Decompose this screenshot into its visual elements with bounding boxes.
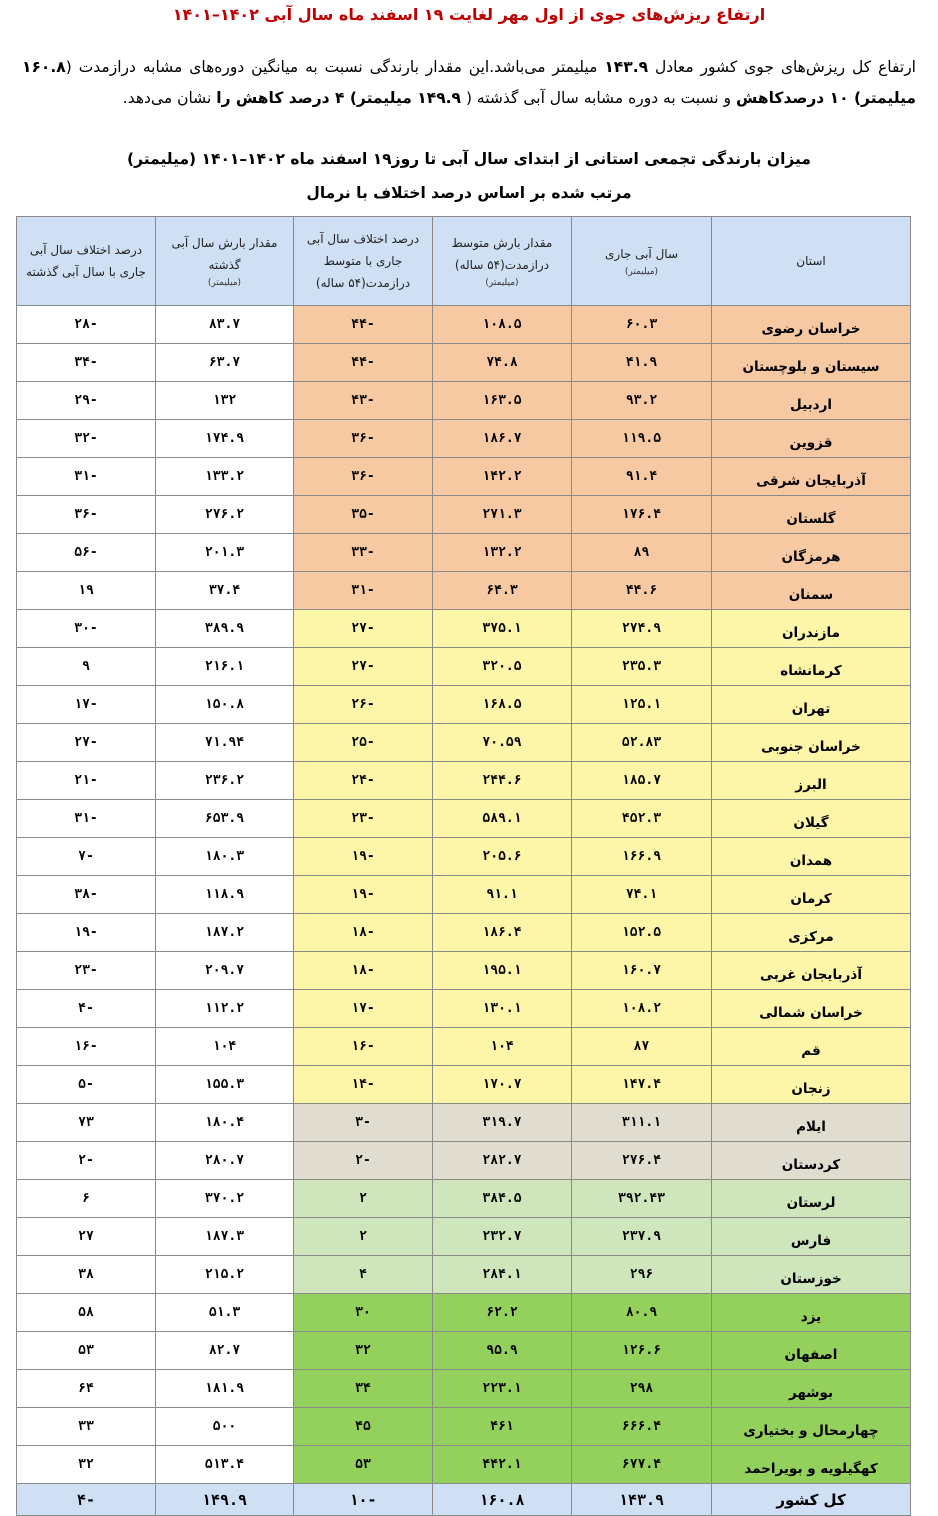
cell-diff-longterm: -۴۴ [294,306,433,344]
cell-province: یزد [712,1294,911,1332]
table-row [17,762,911,800]
cell-diff-previous: ۱۹ [17,572,156,610]
cell-diff-previous: ۵۸ [17,1294,156,1332]
table-row [17,534,911,572]
cell-previous: ۷۱.۹۴ [156,724,294,762]
cell-longterm: ۳۲۰.۵ [433,648,572,686]
cell-province: گیلان [712,800,911,838]
cell-longterm: ۵۸۹.۱ [433,800,572,838]
cell-previous: ۳۷۰.۲ [156,1180,294,1218]
rainfall-table [16,216,911,1516]
table-row [17,1066,911,1104]
cell-province: خوزستان [712,1256,911,1294]
total-row [17,1484,911,1516]
cell-diff-previous: -۲۸ [17,306,156,344]
cell-diff-previous: -۱۹ [17,914,156,952]
intro-bold-2: ۱۶۰.۸ میلیمتر) ۱۰ درصدکاهش [22,58,916,107]
cell-longterm: ۳۷۵.۱ [433,610,572,648]
cell-previous: ۱۷۴.۹ [156,420,294,458]
cell-province: سیستان و بلوچستان [712,344,911,382]
cell-diff-previous: ۶ [17,1180,156,1218]
cell-diff-longterm: -۳۱ [294,572,433,610]
table-row [17,572,911,610]
cell-current: ۱۰۸.۲ [572,990,712,1028]
cell-province: سمنان [712,572,911,610]
table-subtitle: مرتب شده بر اساس درصد اختلاف با نرمال [306,184,632,202]
cell-diff-previous: -۴ [17,990,156,1028]
cell-current: ۱۶۰.۷ [572,952,712,990]
cell-current: ۱۸۵.۷ [572,762,712,800]
cell-diff-longterm: ۵۳ [294,1446,433,1484]
total-longterm: ۱۶۰.۸ [433,1484,572,1516]
cell-province: خراسان رضوی [712,306,911,344]
cell-current: ۱۴۷.۴ [572,1066,712,1104]
cell-diff-previous: ۳۲ [17,1446,156,1484]
table-row [17,1104,911,1142]
header-previous: مقدار بارش سال آبی گذشته (میلیمتر) [156,217,294,306]
table-row [17,1408,911,1446]
cell-province: اردبیل [712,382,911,420]
cell-diff-longterm: ۲ [294,1218,433,1256]
cell-diff-longterm: -۲۶ [294,686,433,724]
table-row [17,1142,911,1180]
cell-province: تهران [712,686,911,724]
cell-diff-longterm: -۳۵ [294,496,433,534]
table-row [17,952,911,990]
table-heading [0,142,938,210]
cell-diff-previous: -۲۹ [17,382,156,420]
cell-longterm: ۱۳۰.۱ [433,990,572,1028]
intro-text-1: ارتفاع کل ریزش‌های جوی کشور معادل [648,58,916,76]
cell-previous: ۱۸۷.۳ [156,1218,294,1256]
table-row [17,420,911,458]
cell-diff-longterm: -۳ [294,1104,433,1142]
cell-diff-longterm: -۲۳ [294,800,433,838]
intro-bold-3: ۱۴۹.۹ میلیمتر) ۴ درصد کاهش را [216,89,462,107]
cell-province: آذربایجان غربی [712,952,911,990]
cell-previous: ۱۸۱.۹ [156,1370,294,1408]
cell-diff-previous: -۳۴ [17,344,156,382]
cell-province: بوشهر [712,1370,911,1408]
cell-current: ۴۱.۹ [572,344,712,382]
header-longterm: مقدار بارش متوسط درازمدت(۵۴ ساله) (میلیمتر) [433,217,572,306]
cell-province: البرز [712,762,911,800]
intro-bold-1: ۱۴۳.۹ [604,58,649,76]
table-row [17,496,911,534]
cell-longterm: ۹۵.۹ [433,1332,572,1370]
cell-province: مازندران [712,610,911,648]
intro-text-2: میلیمتر می‌باشد.این مقدار بارندگی نسبت به میانگین دوره‌های مشابه درازمدت ( [65,58,605,76]
table-row [17,724,911,762]
cell-diff-longterm: -۳۶ [294,458,433,496]
cell-diff-longterm: ۲ [294,1180,433,1218]
cell-diff-previous: ۷۳ [17,1104,156,1142]
cell-current: ۲۳۷.۹ [572,1218,712,1256]
cell-province: زنجان [712,1066,911,1104]
cell-diff-previous: -۵ [17,1066,156,1104]
cell-current: ۵۲.۸۳ [572,724,712,762]
total-diff-longterm: -۱۰ [294,1484,433,1516]
cell-current: ۱۲۶.۶ [572,1332,712,1370]
cell-diff-previous: -۳۱ [17,458,156,496]
cell-previous: ۸۲.۷ [156,1332,294,1370]
cell-province: مرکزی [712,914,911,952]
cell-province: چهارمحال و بختیاری [712,1408,911,1446]
total-province: کل کشور [712,1484,911,1516]
cell-diff-previous: -۳۰ [17,610,156,648]
page-title: ارتفاع ریزش‌های جوی از اول مهر لغایت ۱۹ اسفند ماه سال آبی ۱۴۰۲–۱۴۰۱ [172,5,766,24]
table-row [17,914,911,952]
cell-current: ۳۹۲.۴۳ [572,1180,712,1218]
cell-current: ۷۴.۱ [572,876,712,914]
cell-current: ۱۶۶.۹ [572,838,712,876]
cell-longterm: ۴۶۱ [433,1408,572,1446]
cell-diff-previous: ۳۳ [17,1408,156,1446]
cell-previous: ۲۸۰.۷ [156,1142,294,1180]
cell-current: ۶۶۶.۴ [572,1408,712,1446]
cell-current: ۹۳.۲ [572,382,712,420]
cell-province: کرمانشاه [712,648,911,686]
cell-province: کردستان [712,1142,911,1180]
table-row [17,610,911,648]
table-row [17,876,911,914]
cell-diff-longterm: ۳۴ [294,1370,433,1408]
cell-longterm: ۲۰۵.۶ [433,838,572,876]
cell-diff-previous: -۲۱ [17,762,156,800]
table-row [17,990,911,1028]
intro-text-3: و نسبت به دوره مشابه سال آبی گذشته ( [461,89,736,107]
cell-previous: ۱۸۷.۲ [156,914,294,952]
cell-longterm: ۴۴۲.۱ [433,1446,572,1484]
cell-current: ۲۹۶ [572,1256,712,1294]
table-row [17,686,911,724]
cell-province: خراسان شمالی [712,990,911,1028]
cell-current: ۱۲۵.۱ [572,686,712,724]
cell-province: همدان [712,838,911,876]
cell-current: ۲۷۶.۴ [572,1142,712,1180]
cell-longterm: ۳۸۴.۵ [433,1180,572,1218]
cell-diff-longterm: -۴۳ [294,382,433,420]
header-diff-longterm: درصد اختلاف سال آبی جاری با متوسط درازمدت(۵۴ ساله) [294,217,433,306]
cell-diff-previous: ۲۷ [17,1218,156,1256]
cell-current: ۶۰.۳ [572,306,712,344]
cell-previous: ۵۱.۳ [156,1294,294,1332]
cell-diff-longterm: -۴۴ [294,344,433,382]
cell-previous: ۸۳.۷ [156,306,294,344]
cell-longterm: ۲۷۱.۳ [433,496,572,534]
header-province: استان [712,217,911,306]
cell-current: ۹۱.۴ [572,458,712,496]
cell-longterm: ۱۰۸.۵ [433,306,572,344]
cell-longterm: ۷۴.۸ [433,344,572,382]
cell-province: اصفهان [712,1332,911,1370]
cell-previous: ۱۵۰.۸ [156,686,294,724]
cell-longterm: ۱۴۲.۲ [433,458,572,496]
cell-current: ۱۵۲.۵ [572,914,712,952]
cell-previous: ۲۷۶.۲ [156,496,294,534]
table-row [17,344,911,382]
cell-previous: ۱۰۴ [156,1028,294,1066]
table-row [17,1028,911,1066]
table-row [17,1332,911,1370]
cell-diff-longterm: -۱۹ [294,876,433,914]
cell-longterm: ۱۸۶.۷ [433,420,572,458]
cell-diff-longterm: -۱۸ [294,952,433,990]
cell-diff-previous: -۷ [17,838,156,876]
total-current: ۱۴۳.۹ [572,1484,712,1516]
cell-longterm: ۱۶۸.۵ [433,686,572,724]
table-row [17,458,911,496]
cell-previous: ۶۳.۷ [156,344,294,382]
cell-diff-longterm: -۲۷ [294,610,433,648]
cell-previous: ۳۷.۴ [156,572,294,610]
cell-diff-longterm: ۴۵ [294,1408,433,1446]
cell-current: ۸۹ [572,534,712,572]
cell-diff-longterm: ۳۰ [294,1294,433,1332]
table-row [17,1446,911,1484]
cell-province: آذربایجان شرقی [712,458,911,496]
cell-previous: ۱۵۵.۳ [156,1066,294,1104]
table-row [17,1256,911,1294]
cell-current: ۴۴.۶ [572,572,712,610]
cell-previous: ۳۸۹.۹ [156,610,294,648]
table-row [17,648,911,686]
cell-longterm: ۲۲۳.۱ [433,1370,572,1408]
cell-current: ۱۷۶.۴ [572,496,712,534]
cell-diff-previous: -۲۳ [17,952,156,990]
cell-longterm: ۲۸۲.۷ [433,1142,572,1180]
table-row [17,1218,911,1256]
cell-province: فارس [712,1218,911,1256]
cell-longterm: ۹۱.۱ [433,876,572,914]
cell-diff-previous: -۱۶ [17,1028,156,1066]
cell-longterm: ۱۸۶.۴ [433,914,572,952]
cell-province: هرمزگان [712,534,911,572]
cell-province: ایلام [712,1104,911,1142]
cell-diff-previous: -۱۷ [17,686,156,724]
table-row [17,382,911,420]
cell-previous: ۲۰۱.۳ [156,534,294,572]
cell-previous: ۲۳۶.۲ [156,762,294,800]
cell-diff-previous: -۳۲ [17,420,156,458]
cell-diff-previous: -۲۷ [17,724,156,762]
cell-previous: ۱۳۳.۲ [156,458,294,496]
cell-longterm: ۱۶۳.۵ [433,382,572,420]
cell-diff-longterm: -۱۹ [294,838,433,876]
cell-diff-longterm: -۲۴ [294,762,433,800]
cell-previous: ۲۰۹.۷ [156,952,294,990]
cell-previous: ۵۱۳.۴ [156,1446,294,1484]
cell-previous: ۱۸۰.۴ [156,1104,294,1142]
cell-diff-previous: -۳۱ [17,800,156,838]
cell-longterm: ۱۷۰.۷ [433,1066,572,1104]
table-row [17,1294,911,1332]
cell-previous: ۱۸۰.۳ [156,838,294,876]
cell-diff-previous: -۳۸ [17,876,156,914]
cell-diff-longterm: -۳۶ [294,420,433,458]
cell-province: قزوین [712,420,911,458]
cell-diff-previous: ۶۴ [17,1370,156,1408]
total-diff-previous: -۴ [17,1484,156,1516]
cell-current: ۲۹۸ [572,1370,712,1408]
cell-diff-previous: ۹ [17,648,156,686]
cell-previous: ۵۰۰ [156,1408,294,1446]
cell-diff-previous: ۳۸ [17,1256,156,1294]
cell-province: کهگیلویه و بویراحمد [712,1446,911,1484]
cell-longterm: ۱۳۲.۲ [433,534,572,572]
cell-current: ۳۱۱.۱ [572,1104,712,1142]
cell-current: ۶۷۷.۴ [572,1446,712,1484]
intro-paragraph [22,52,916,114]
cell-previous: ۱۱۸.۹ [156,876,294,914]
header-diff-previous: درصد اختلاف سال آبی جاری با سال آبی گذشته [17,217,156,306]
intro-text-4: نشان می‌دهد. [122,89,217,107]
table-row [17,838,911,876]
cell-current: ۸۰.۹ [572,1294,712,1332]
cell-previous: ۱۱۲.۲ [156,990,294,1028]
cell-previous: ۱۳۲ [156,382,294,420]
cell-province: لرستان [712,1180,911,1218]
cell-diff-longterm: ۳۲ [294,1332,433,1370]
cell-longterm: ۱۰۴ [433,1028,572,1066]
cell-longterm: ۳۱۹.۷ [433,1104,572,1142]
total-previous: ۱۴۹.۹ [156,1484,294,1516]
cell-diff-previous: -۲ [17,1142,156,1180]
header-current: سال آبی جاری (میلیمتر) [572,217,712,306]
cell-current: ۲۳۵.۳ [572,648,712,686]
cell-diff-longterm: -۱۷ [294,990,433,1028]
cell-longterm: ۶۲.۲ [433,1294,572,1332]
cell-diff-longterm: -۲۵ [294,724,433,762]
table-row [17,800,911,838]
cell-province: گلستان [712,496,911,534]
table-header-row [17,217,911,306]
cell-longterm: ۶۴.۳ [433,572,572,610]
cell-diff-longterm: -۱۸ [294,914,433,952]
cell-diff-longterm: -۱۶ [294,1028,433,1066]
cell-province: قم [712,1028,911,1066]
cell-longterm: ۲۳۲.۷ [433,1218,572,1256]
cell-longterm: ۲۴۴.۶ [433,762,572,800]
cell-current: ۱۱۹.۵ [572,420,712,458]
cell-longterm: ۱۹۵.۱ [433,952,572,990]
cell-diff-longterm: -۲ [294,1142,433,1180]
cell-province: خراسان جنوبی [712,724,911,762]
cell-diff-longterm: ۴ [294,1256,433,1294]
cell-diff-previous: -۵۶ [17,534,156,572]
table-row [17,306,911,344]
cell-province: کرمان [712,876,911,914]
cell-diff-previous: ۵۳ [17,1332,156,1370]
cell-longterm: ۲۸۴.۱ [433,1256,572,1294]
cell-current: ۴۵۲.۳ [572,800,712,838]
table-title: میزان بارندگی تجمعی استانی از ابتدای سال آبی تا روز۱۹ اسفند ماه ۱۴۰۲–۱۴۰۱ (میلیمتر) [127,150,811,168]
cell-previous: ۲۱۶.۱ [156,648,294,686]
cell-diff-longterm: -۳۳ [294,534,433,572]
cell-longterm: ۷۰.۵۹ [433,724,572,762]
cell-previous: ۶۵۳.۹ [156,800,294,838]
cell-diff-longterm: -۲۷ [294,648,433,686]
cell-diff-longterm: -۱۴ [294,1066,433,1104]
table-row [17,1180,911,1218]
table-row [17,1370,911,1408]
cell-current: ۸۷ [572,1028,712,1066]
cell-previous: ۲۱۵.۲ [156,1256,294,1294]
cell-current: ۲۷۴.۹ [572,610,712,648]
cell-diff-previous: -۳۶ [17,496,156,534]
